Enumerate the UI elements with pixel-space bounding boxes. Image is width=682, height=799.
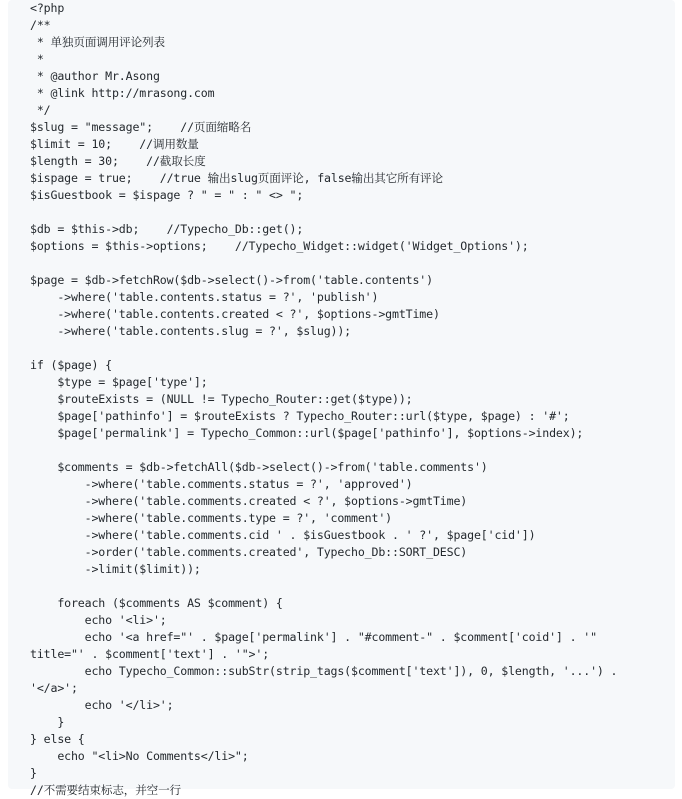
code-line: '</a>'; [30, 681, 78, 695]
code-line: //不需要结束标志，并空一行 [30, 783, 181, 797]
code-line: $db = $this->db; //Typecho_Db::get(); [30, 222, 304, 236]
code-line: * @link http://mrasong.com [30, 86, 215, 100]
code-line [30, 442, 675, 459]
code-line: foreach ($comments AS $comment) { [30, 596, 283, 610]
code-line: $page = $db->fetchRow($db->select()->from('table.contents') [30, 273, 433, 287]
code-line: * [30, 52, 44, 66]
code-line: ->where('table.comments.cid ' . $isGuestbook . ' ?', $page['cid']) [30, 528, 536, 542]
code-line: ->order('table.comments.created', Typecho_Db::SORT_DESC) [30, 545, 468, 559]
code-line: ->where('table.comments.status = ?', 'approved') [30, 477, 413, 491]
code-line: echo '<a href="' . $page['permalink'] . "#comment-" . $comment['coid'] . '" [30, 630, 597, 644]
code-line: /** [30, 18, 51, 32]
code-line: $limit = 10; //调用数量 [30, 137, 199, 151]
code-line: * 单独页面调用评论列表 [30, 35, 165, 49]
code-line: ->limit($limit)); [30, 562, 201, 576]
code-line: ->where('table.contents.created < ?', $options->gmtTime) [30, 307, 440, 321]
code-line: $routeExists = (NULL != Typecho_Router::get($type)); [30, 392, 413, 406]
code-line: $options = $this->options; //Typecho_Widget::widget('Widget_Options'); [30, 239, 529, 253]
code-line: $page['permalink'] = Typecho_Common::url($page['pathinfo'], $options->index); [30, 426, 584, 440]
code-line: if ($page) { [30, 358, 112, 372]
code-line: echo '</li>'; [30, 698, 174, 712]
code-line: * @author Mr.Asong [30, 69, 160, 83]
code-line: $type = $page['type']; [30, 375, 208, 389]
code-line: ->where('table.contents.slug = ?', $slug)); [30, 324, 352, 338]
code-line: ->where('table.comments.type = ?', 'comment') [30, 511, 392, 525]
code-line: } [30, 766, 37, 780]
code-line: title="' . $comment['text'] . '">'; [30, 647, 270, 661]
code-line: $ispage = true; //true 输出slug页面评论, false输出其它所有评论 [30, 171, 443, 185]
code-line: $length = 30; //截取长度 [30, 154, 206, 168]
code-listing [8, 0, 675, 799]
code-line: } else { [30, 732, 85, 746]
code-line: } [30, 715, 65, 729]
code-block [8, 0, 675, 797]
code-line: $isGuestbook = $ispage ? " = " : " <> "; [30, 188, 304, 202]
code-line: echo Typecho_Common::subStr(strip_tags($comment['text']), 0, $length, '...') . [30, 664, 618, 678]
code-line: <?php [30, 1, 65, 15]
code-line: $comments = $db->fetchAll($db->select()->from('table.comments') [30, 460, 488, 474]
code-line: */ [30, 103, 51, 117]
code-line [30, 255, 675, 272]
code-line: ->where('table.contents.status = ?', 'publish') [30, 290, 379, 304]
code-line [30, 204, 675, 221]
code-line [30, 340, 675, 357]
code-line: echo '<li>'; [30, 613, 167, 627]
code-line: $slug = "message"; //页面缩略名 [30, 120, 252, 134]
code-line: echo "<li>No Comments</li>"; [30, 749, 249, 763]
code-line: $page['pathinfo'] = $routeExists ? Typecho_Router::url($type, $page) : '#'; [30, 409, 570, 423]
code-line [30, 578, 675, 595]
code-line: ->where('table.comments.created < ?', $options->gmtTime) [30, 494, 468, 508]
